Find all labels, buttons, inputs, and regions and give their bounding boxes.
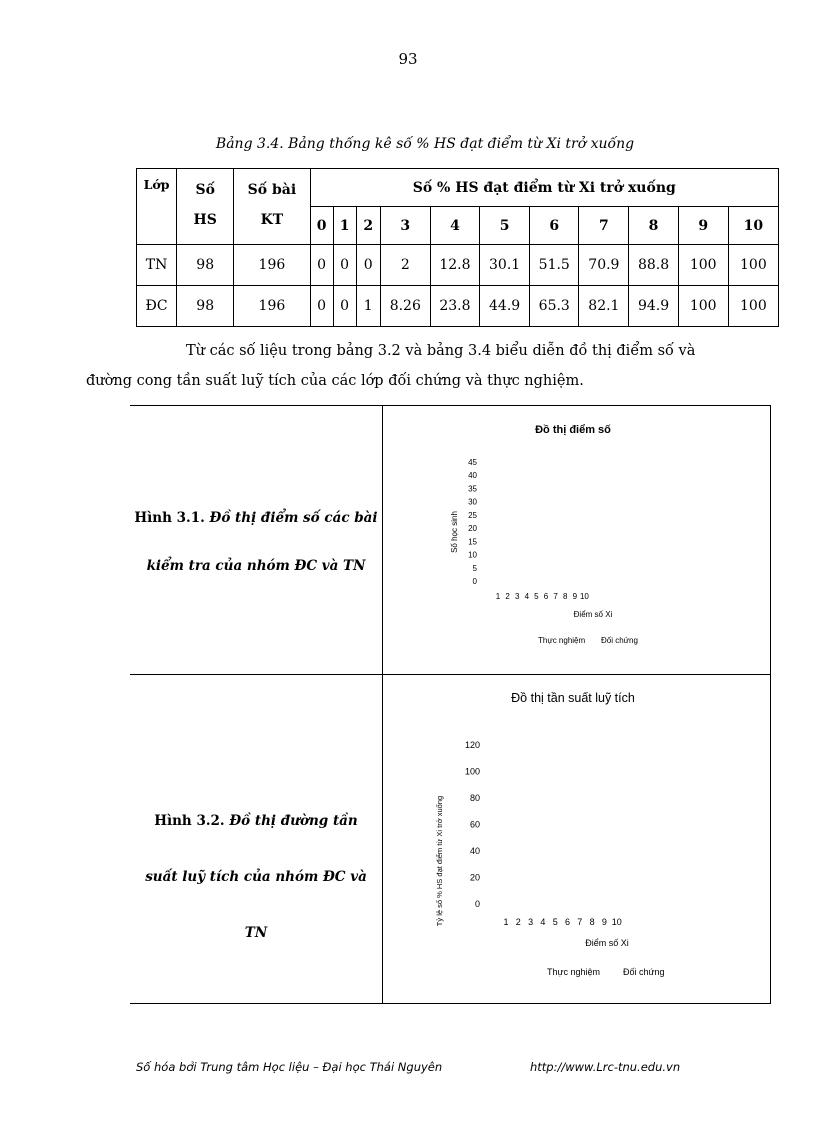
row-hs: 98 [177, 286, 234, 327]
row-lop: ĐC [137, 286, 177, 327]
score-header-cell: 4 [430, 207, 479, 245]
header-sobai: Số bài [247, 182, 297, 198]
footer-url[interactable]: http://www.Lrc-tnu.edu.vn [530, 1060, 681, 1074]
score-chart-svg [383, 406, 770, 674]
x-tick-label: 7 [553, 592, 558, 601]
x-tick-label: 4 [524, 592, 530, 601]
header-kt: KT [260, 212, 284, 228]
chart-title: Đồ thị tần suất luỹ tích [511, 691, 635, 705]
y-tick-label: 20 [469, 872, 480, 883]
y-tick-label: 100 [464, 766, 480, 777]
score-header-cell: 10 [728, 207, 778, 245]
row-value: 100 [678, 286, 728, 327]
figure-3-2-prefix: Hình 3.2. [154, 813, 225, 829]
x-tick-label: 2 [515, 917, 521, 927]
x-axis-label: Điểm số Xi [573, 610, 613, 619]
header-percent: Số % HS đạt điểm từ Xi trở xuống [310, 169, 778, 207]
row-value: 2 [380, 245, 430, 286]
body-paragraph [86, 336, 779, 396]
cumulative-chart [383, 675, 770, 1003]
cumulative-chart-svg [383, 675, 770, 1003]
x-tick-label: 5 [552, 917, 558, 927]
legend-entry: Thực nghiệm [538, 636, 586, 645]
row-value: 44.9 [480, 286, 530, 327]
figure-3-2-title-2: suất luỹ tích của nhóm ĐC và [145, 869, 367, 885]
header-so-bai-kt [234, 169, 310, 245]
x-tick-label: 10 [579, 592, 589, 601]
y-tick-label: 5 [472, 563, 477, 573]
score-header-cell: 7 [579, 207, 629, 245]
row-value: 0 [333, 286, 356, 327]
x-tick-label: 1 [495, 592, 501, 601]
x-tick-label: 8 [589, 917, 595, 927]
row-value: 0 [310, 286, 333, 327]
y-tick-label: 20 [468, 524, 477, 534]
table-caption: Bảng 3.4. Bảng thống kê số % HS đạt điểm từ Xi trở xuống [215, 136, 635, 152]
score-chart [383, 406, 770, 674]
x-tick-label: 9 [572, 592, 578, 601]
x-tick-label: 4 [540, 917, 546, 927]
row-hs: 98 [177, 245, 234, 286]
row-value: 70.9 [579, 245, 629, 286]
row-value: 88.8 [629, 245, 678, 286]
score-header-cell: 3 [380, 207, 430, 245]
y-tick-label: 120 [464, 740, 480, 750]
figure-3-1-title-2: kiểm tra của nhóm ĐC và TN [146, 558, 366, 574]
header-hs: HS [193, 212, 217, 228]
x-tick-label: 1 [503, 917, 509, 927]
y-axis-label: Tỷ lệ số % HS đạt điểm từ Xi trở xuống [435, 795, 444, 927]
footer-left: Số hóa bởi Trung tâm Học liệu – Đại học Thái Nguyên [136, 1060, 443, 1074]
score-header-cell: 1 [333, 207, 356, 245]
row-value: 0 [356, 245, 380, 286]
x-tick-label: 2 [505, 592, 510, 601]
legend-entry: Thực nghiệm [547, 967, 601, 977]
score-header-cell: 9 [678, 207, 728, 245]
y-tick-label: 40 [468, 471, 477, 481]
x-tick-label: 10 [611, 917, 622, 927]
header-lop: Lớp [137, 169, 177, 245]
page-number: 93 [398, 50, 418, 68]
x-tick-label: 8 [562, 592, 568, 601]
paragraph-line-1: Từ các số liệu trong bảng 3.2 và bảng 3.4 biểu diễn đồ thị điểm số và [186, 343, 696, 359]
score-header-cell: 0 [310, 207, 333, 245]
paragraph-line-2: đường cong tần suất luỹ tích của các lớp đối chứng và thực nghiệm. [86, 373, 584, 389]
header-so-hs [177, 169, 234, 245]
row-value: 100 [728, 245, 778, 286]
row-value: 65.3 [530, 286, 579, 327]
y-tick-label: 0 [474, 899, 480, 909]
y-tick-label: 80 [469, 793, 480, 803]
row-value: 0 [310, 245, 333, 286]
row-kt: 196 [234, 286, 310, 327]
x-tick-label: 9 [601, 917, 607, 927]
y-tick-label: 40 [469, 846, 480, 856]
figure-3-1-label [130, 494, 382, 590]
score-header-cell: 2 [356, 207, 380, 245]
header-so: Số [195, 182, 215, 198]
y-tick-label: 10 [468, 550, 477, 560]
row-value: 94.9 [629, 286, 678, 327]
x-tick-label: 6 [564, 917, 571, 927]
y-tick-label: 15 [468, 537, 477, 547]
score-header-cell: 8 [629, 207, 678, 245]
row-value: 1 [356, 286, 380, 327]
row-lop: TN [137, 245, 177, 286]
row-value: 8.26 [380, 286, 430, 327]
row-kt: 196 [234, 245, 310, 286]
figure-3-2-title-1: Đồ thị đường tần [229, 813, 358, 829]
chart-title: Đồ thị điểm số [535, 424, 611, 436]
score-header-cell: 6 [530, 207, 579, 245]
figure-row-2 [130, 675, 771, 1003]
figure-3-2-label [130, 793, 382, 961]
x-tick-label: 3 [514, 592, 520, 601]
table-row [137, 245, 779, 286]
y-tick-label: 30 [468, 497, 477, 507]
x-tick-label: 3 [528, 917, 534, 927]
row-value: 23.8 [430, 286, 479, 327]
score-header-cell: 5 [480, 207, 530, 245]
table-row [137, 286, 779, 327]
row-value: 30.1 [480, 245, 530, 286]
row-value: 0 [333, 245, 356, 286]
y-tick-label: 0 [472, 577, 477, 586]
legend-entry: Đối chứng [623, 967, 665, 977]
y-tick-label: 35 [468, 484, 477, 494]
figure-3-1-title-1: Đồ thị điểm số các bài [209, 510, 378, 526]
x-tick-label: 7 [577, 917, 583, 927]
row-value: 51.5 [530, 245, 579, 286]
row-value: 100 [678, 245, 728, 286]
figure-3-2-title-3: TN [244, 925, 268, 941]
y-tick-label: 45 [468, 458, 477, 467]
x-tick-label: 6 [543, 592, 549, 601]
y-tick-label: 25 [468, 510, 477, 520]
y-axis-label: Số học sinh [450, 511, 459, 553]
legend-entry: Đối chứng [601, 636, 638, 645]
figures-table [130, 405, 771, 1004]
figure-3-1-prefix: Hình 3.1. [134, 510, 205, 526]
figure-row-1 [130, 406, 771, 675]
stats-table [136, 168, 779, 327]
x-axis-label: Điểm số Xi [585, 938, 629, 948]
row-value: 12.8 [430, 245, 479, 286]
row-value: 82.1 [579, 286, 629, 327]
y-tick-label: 60 [469, 819, 480, 830]
row-value: 100 [728, 286, 778, 327]
x-tick-label: 5 [534, 592, 539, 601]
